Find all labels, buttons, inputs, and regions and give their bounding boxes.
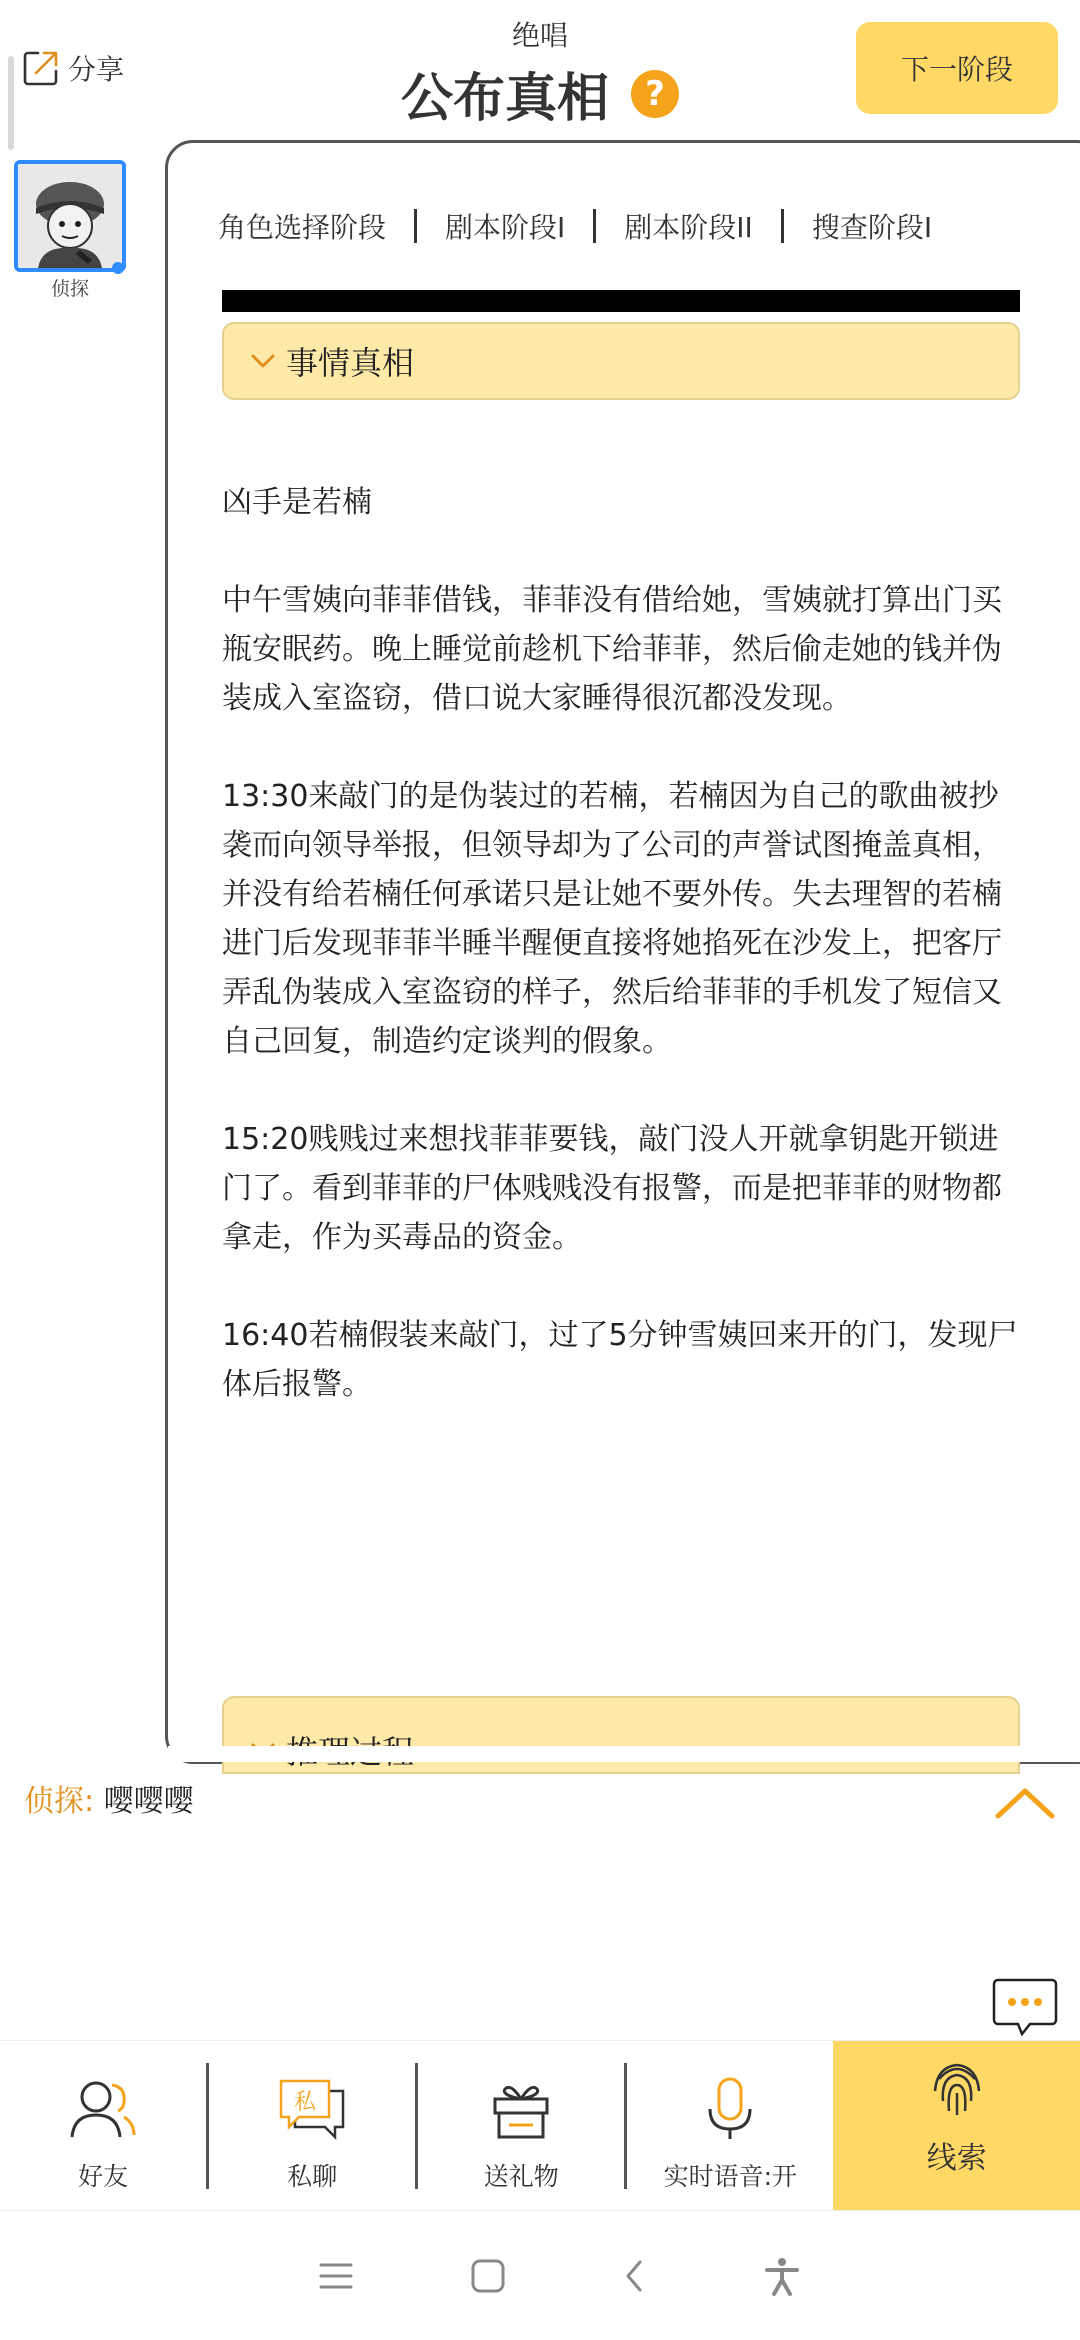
tab-script-2[interactable]: 剧本阶段II xyxy=(624,211,753,244)
help-icon[interactable]: ? xyxy=(631,70,679,118)
private-chat-icon xyxy=(277,2077,347,2141)
detective-avatar-icon xyxy=(18,164,122,268)
truth-paragraph: 中午雪姨向菲菲借钱，菲菲没有借给她，雪姨就打算出门买瓶安眠药。晚上睡觉前趁机下给菲菲，然后偷走她的钱并伪装成入室盗窃，借口说大家睡得很沉都没发现。 xyxy=(222,583,1002,716)
send-gift-button[interactable] xyxy=(418,2041,624,2211)
reasoning-section-header[interactable] xyxy=(222,1696,1020,1774)
private-chat-glyph: 私 xyxy=(294,2090,317,2115)
avatar[interactable] xyxy=(14,160,126,272)
friends-icon xyxy=(68,2077,138,2141)
avatar-status-dot xyxy=(112,262,124,274)
gift-icon xyxy=(489,2077,553,2141)
truth-paragraph: 凶手是若楠 xyxy=(222,485,372,520)
private-chat-button[interactable] xyxy=(209,2041,415,2211)
chat-bubble-icon[interactable] xyxy=(992,1978,1058,2036)
share-label: 分享 xyxy=(68,53,125,86)
next-phase-button[interactable]: 下一阶段 xyxy=(856,22,1058,114)
back-icon[interactable] xyxy=(622,2258,646,2294)
chevron-down-icon xyxy=(250,352,276,370)
system-nav-bar xyxy=(0,2210,1080,2340)
tab-role-select[interactable]: 角色选择阶段 xyxy=(218,211,387,244)
page-title: 公布真相 xyxy=(400,69,609,129)
voice-toggle-button[interactable] xyxy=(627,2041,833,2211)
send-gift-label: 送礼物 xyxy=(483,2162,559,2191)
menu-icon[interactable] xyxy=(318,2261,354,2291)
truth-section-title: 事情真相 xyxy=(286,344,415,382)
chat-text: 嘤嘤嘤 xyxy=(103,1784,194,1819)
chat-latest-message xyxy=(24,1776,194,1820)
truth-section-header[interactable] xyxy=(222,322,1020,400)
accessibility-icon[interactable] xyxy=(762,2256,802,2296)
friends-label: 好友 xyxy=(78,2162,129,2191)
chevron-up-icon[interactable] xyxy=(994,1786,1056,1820)
chat-speaker: 侦探: xyxy=(24,1784,95,1819)
friends-button[interactable] xyxy=(0,2041,206,2211)
content-top-bar xyxy=(222,290,1020,312)
truth-paragraph: 16:40若楠假装来敲门，过了5分钟雪姨回来开的门，发现尸体后报警。 xyxy=(222,1318,1018,1402)
clues-button[interactable] xyxy=(833,2041,1080,2211)
avatar-role-label: 侦探 xyxy=(50,278,89,300)
bottom-toolbar xyxy=(0,2040,1080,2211)
truth-content xyxy=(222,478,1022,1458)
tab-script-1[interactable]: 剧本阶段I xyxy=(445,211,566,244)
microphone-icon xyxy=(702,2077,758,2141)
home-icon[interactable] xyxy=(470,2258,506,2294)
tab-search-1[interactable]: 搜查阶段I xyxy=(811,211,933,244)
voice-toggle-label: 实时语音:开 xyxy=(663,2162,798,2191)
truth-paragraph: 15:20贱贱过来想找菲菲要钱，敲门没人开就拿钥匙开锁进门了。看到菲菲的尸体贱贱没有报警，而是把菲菲的财物都拿走，作为买毒品的资金。 xyxy=(222,1122,1002,1255)
clues-label: 线索 xyxy=(926,2141,987,2176)
truth-paragraph: 13:30来敲门的是伪装过的若楠，若楠因为自己的歌曲被抄袭而向领导举报，但领导却为了公司的声誉试图掩盖真相，并没有给若楠任何承诺只是让她不要外传。失去理智的若楠进门后发现菲菲半睡半醒便直接将她掐死在沙发上，把客厅弄乱伪装成入室盗窃的样子，然后给菲菲的手机发了短信又自己回复，制造约定谈判的假象。 xyxy=(222,779,1002,1059)
panel-bottom-mask xyxy=(168,1746,1080,1762)
game-name: 绝唱 xyxy=(511,19,568,52)
fingerprint-icon xyxy=(929,2057,985,2117)
private-chat-label: 私聊 xyxy=(287,2162,338,2191)
phase-tabs xyxy=(190,200,1080,252)
